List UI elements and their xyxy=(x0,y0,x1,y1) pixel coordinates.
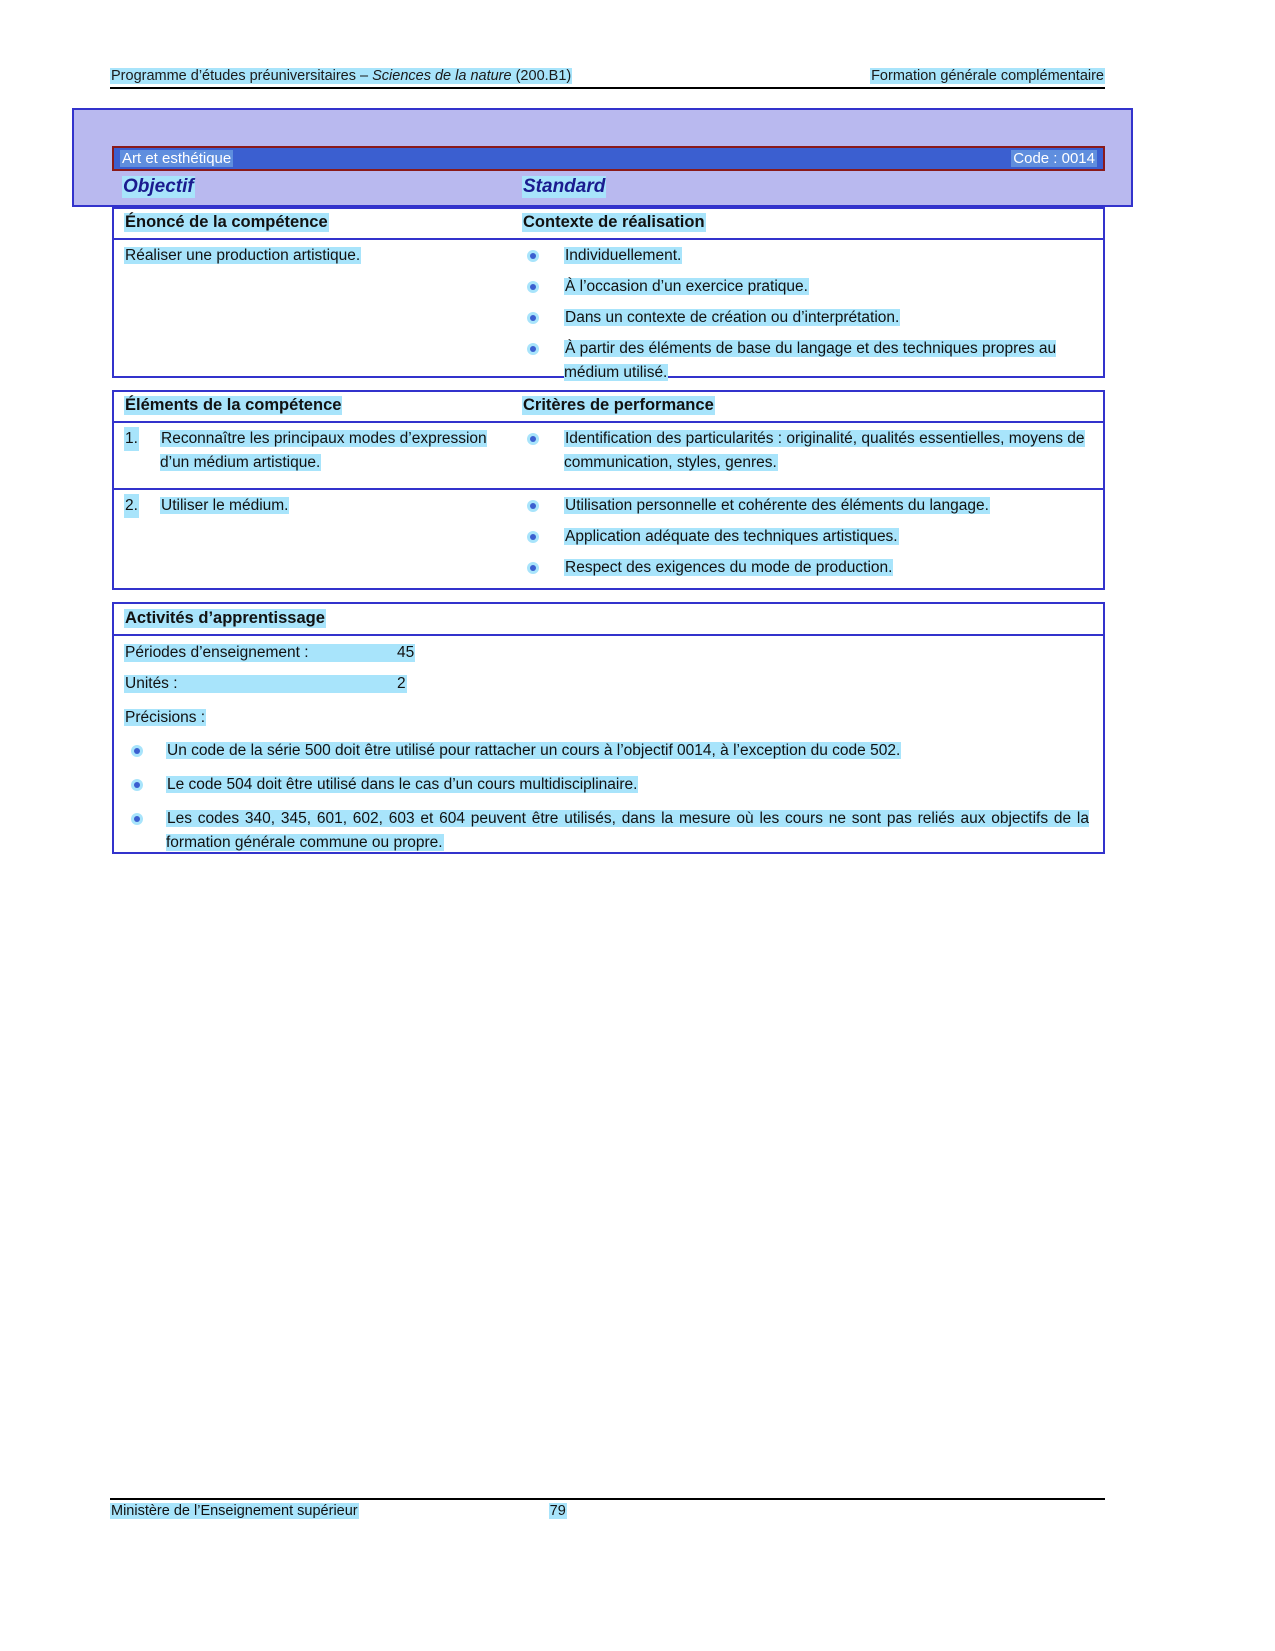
list-item xyxy=(124,773,1093,797)
periodes-label: Périodes d’enseignement : xyxy=(124,644,396,662)
table-row xyxy=(114,423,1103,488)
criteria-text: Application adéquate des techniques artistiques. xyxy=(565,528,898,546)
elements-section xyxy=(112,390,1105,590)
contexte-item-text: À partir des éléments de base du langage et des techniques propres au médium utilisé. xyxy=(564,340,1057,382)
element-number: 2. xyxy=(124,494,139,518)
criteria-text: Utilisation personnelle et cohérente des éléments du langage. xyxy=(565,497,989,515)
list-item xyxy=(522,306,1095,330)
competence-statement: Réaliser une production artistique. xyxy=(125,247,361,264)
list-item xyxy=(124,739,1093,763)
element-number: 1. xyxy=(124,427,139,451)
precision-text: Le code 504 doit être utilisé dans le cas d’un cours multidisciplinaire. xyxy=(167,776,638,794)
page-number: 79 xyxy=(549,1503,566,1519)
precisions-label: Précisions : xyxy=(125,709,206,726)
competence-section xyxy=(112,207,1105,382)
contexte-realisation-header: Contexte de réalisation xyxy=(523,213,705,231)
criteria-text: Respect des exigences du mode de production. xyxy=(565,559,893,577)
element-cell-2 xyxy=(114,490,514,593)
competence-body-row xyxy=(114,240,1103,398)
standard-heading: Standard xyxy=(523,176,606,197)
activites-body xyxy=(114,636,1103,871)
list-item xyxy=(124,807,1093,855)
competence-header-row xyxy=(114,209,1103,240)
criteria-list-2 xyxy=(522,494,1095,580)
element-number-list-1 xyxy=(124,427,506,475)
page-footer xyxy=(110,1498,1105,1519)
competence-header-left-cell xyxy=(114,209,514,238)
criteria-cell-1 xyxy=(514,423,1103,488)
footer-ministry: Ministère de l’Enseignement supérieur xyxy=(111,1503,358,1519)
element-number-list-2 xyxy=(124,494,506,518)
criteres-performance-header: Critères de performance xyxy=(523,396,714,414)
list-item xyxy=(522,525,1095,549)
objectif-heading: Objectif xyxy=(123,176,194,197)
elements-header-left-cell xyxy=(114,392,514,421)
precision-text: Les codes 340, 345, 601, 602, 603 et 604 peuvent être utilisés, dans la mesure où les cours ne sont pas reliés aux objectifs de la formation générale commune ou propre. xyxy=(166,810,1089,852)
header-program-prefix: Programme d’études préuniversitaires – xyxy=(111,68,373,84)
list-item xyxy=(522,337,1095,385)
criteria-cell-2 xyxy=(514,490,1103,593)
list-item xyxy=(124,427,506,475)
elements-header-right-cell xyxy=(514,392,1103,421)
activites-apprentissage-header: Activités d’apprentissage xyxy=(125,609,325,627)
periodes-value: 45 xyxy=(397,644,415,661)
header-left-text xyxy=(110,68,572,84)
unites-label: Unités : xyxy=(124,675,396,693)
precision-text: Un code de la série 500 doit être utilisé pour rattacher un cours à l’objectif 0014, à l’exception du code 502. xyxy=(167,742,901,760)
competence-header-right-cell xyxy=(514,209,1103,238)
contexte-list-cell xyxy=(514,240,1103,398)
element-cell-1 xyxy=(114,423,514,488)
list-item xyxy=(522,556,1095,580)
objectif-standard-headings xyxy=(112,176,1105,204)
header-program-italic: Sciences de la nature xyxy=(372,68,512,84)
contexte-item-text: À l’occasion d’un exercice pratique. xyxy=(565,278,808,296)
page-header xyxy=(110,68,1105,89)
criteria-list-1 xyxy=(522,427,1095,475)
table-row xyxy=(114,488,1103,593)
competence-statement-cell xyxy=(114,240,514,398)
contexte-list xyxy=(522,244,1095,385)
unites-row xyxy=(124,675,1093,695)
activites-header-row xyxy=(114,604,1103,636)
elements-header-row xyxy=(114,392,1103,423)
precisions-list xyxy=(124,739,1093,855)
criteria-text: Identification des particularités : originalité, qualités essentielles, moyens de communication, styles, genres. xyxy=(564,430,1085,472)
element-text: Utiliser le médium. xyxy=(161,497,289,515)
contexte-item-text: Dans un contexte de création ou d’interprétation. xyxy=(565,309,900,327)
discipline-label: Art et esthétique xyxy=(122,150,232,167)
elements-competence-header: Éléments de la compétence xyxy=(125,396,342,414)
list-item xyxy=(522,494,1095,518)
discipline-code-bar xyxy=(112,146,1105,171)
contexte-item-text: Individuellement. xyxy=(565,247,682,264)
code-label: Code : 0014 xyxy=(1013,150,1095,167)
periodes-row xyxy=(124,644,1093,664)
element-text: Reconnaître les principaux modes d’expression d’un médium artistique. xyxy=(160,430,487,472)
list-item xyxy=(522,427,1095,475)
unites-value: 2 xyxy=(397,675,406,692)
activites-section xyxy=(112,602,1105,854)
precisions-label-row xyxy=(124,706,1093,730)
list-item xyxy=(124,494,506,518)
header-right-text: Formation générale complémentaire xyxy=(871,68,1104,84)
list-item xyxy=(522,244,1095,268)
enonce-competence-header: Énoncé de la compétence xyxy=(125,213,328,231)
header-program-suffix: (200.B1) xyxy=(511,68,572,84)
list-item xyxy=(522,275,1095,299)
